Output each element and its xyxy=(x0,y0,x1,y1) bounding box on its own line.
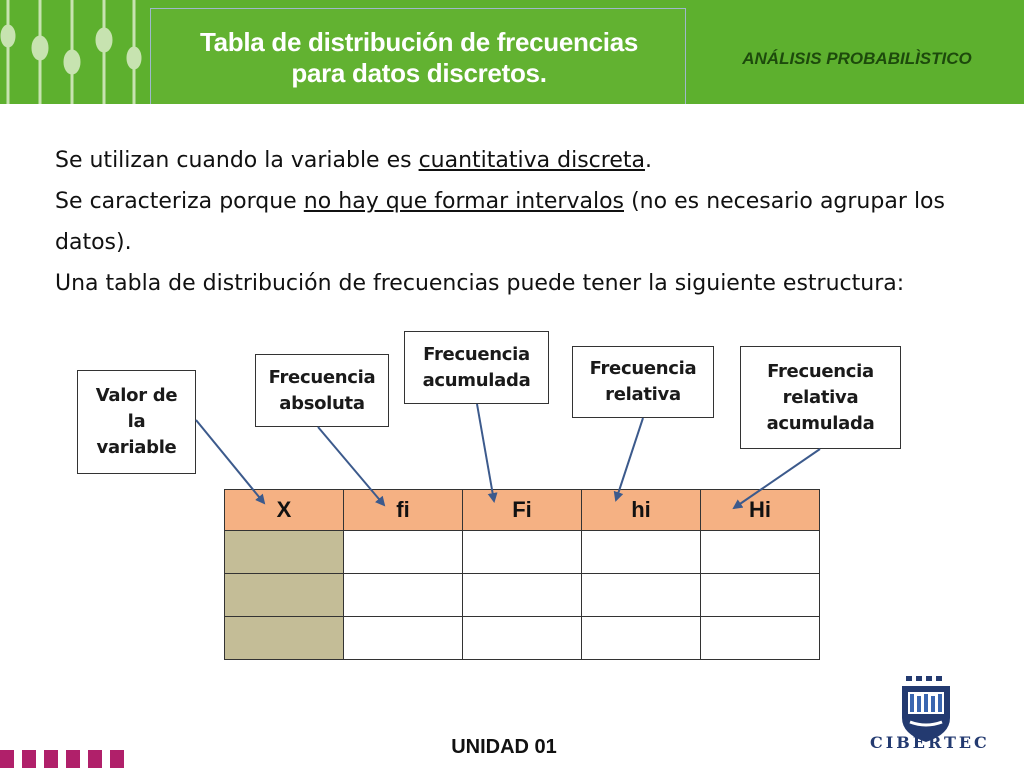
table-cell xyxy=(701,574,820,617)
callout-text: Frecuencia xyxy=(268,366,376,388)
slide-title-line1: Tabla de distribución de frecuencias xyxy=(199,27,639,57)
arrow-relativa xyxy=(616,418,643,500)
arrow-acumulada xyxy=(477,404,494,501)
header-fi: fi xyxy=(344,490,463,531)
p2-underlined: no hay que formar intervalos xyxy=(303,189,624,214)
table-cell-x xyxy=(225,531,344,574)
table-cell-x xyxy=(225,574,344,617)
table-cell xyxy=(344,531,463,574)
callout-text: variable xyxy=(96,437,177,458)
title-box xyxy=(150,8,686,104)
table-row xyxy=(225,531,820,574)
table-cell xyxy=(582,617,701,660)
logo-text: CIBERTEC xyxy=(870,733,990,752)
header-x: X xyxy=(225,490,344,531)
table-cell-x xyxy=(225,617,344,660)
p1-text: Se utilizan cuando la variable es xyxy=(55,148,419,173)
paragraph-3: Una tabla de distribución de frecuencias puede tener la siguiente estructura: xyxy=(55,271,905,296)
table-row xyxy=(225,617,820,660)
callout-valor-variable xyxy=(77,370,196,474)
table-cell xyxy=(582,574,701,617)
callout-frecuencia-acumulada xyxy=(404,331,549,404)
callout-text: relativa xyxy=(782,386,859,408)
table-cell xyxy=(344,617,463,660)
paragraph-2 xyxy=(55,181,945,263)
callout-text: Frecuencia xyxy=(589,358,697,379)
callout-text: acumulada xyxy=(422,369,531,391)
table-row xyxy=(225,574,820,617)
table-cell xyxy=(701,531,820,574)
table-cell xyxy=(344,574,463,617)
table-cell xyxy=(582,531,701,574)
callout-text: Frecuencia xyxy=(767,360,874,382)
table-cell xyxy=(463,574,582,617)
table-cell xyxy=(701,617,820,660)
slide-title xyxy=(151,27,687,89)
paragraph-1 xyxy=(55,140,945,181)
callout-text: acumulada xyxy=(766,412,875,434)
callout-frecuencia-absoluta xyxy=(255,354,389,427)
callout-text: Frecuencia xyxy=(423,343,530,365)
callout-text: relativa xyxy=(605,384,681,405)
callout-text: la xyxy=(127,411,146,432)
table-cell xyxy=(463,531,582,574)
p1-period: . xyxy=(644,148,652,173)
frequency-table xyxy=(224,489,820,660)
header-decoration xyxy=(0,0,150,104)
callout-text: Valor de xyxy=(95,385,178,406)
p2-text: Se caracteriza porque xyxy=(55,189,304,214)
table-header-row xyxy=(225,490,820,531)
p1-underlined: cuantitativa discreta xyxy=(418,148,645,173)
table-cell xyxy=(463,617,582,660)
header-hi: hi xyxy=(582,490,701,531)
footer-decoration xyxy=(0,750,130,768)
footer-unit: UNIDAD 01 xyxy=(451,736,557,758)
callout-frecuencia-relativa-acumulada xyxy=(740,346,901,449)
body-text xyxy=(55,140,945,304)
callout-frecuencia-relativa xyxy=(572,346,714,418)
slide-title-line2: para datos discretos. xyxy=(291,58,547,88)
header-Hi: Hi xyxy=(701,490,820,531)
header-bar xyxy=(0,0,1024,104)
p2-text-end: (no es necesario agrupar los datos). xyxy=(55,189,945,255)
section-label: ANÁLISIS PROBABILÌSTICO xyxy=(742,49,972,68)
callout-text: absoluta xyxy=(279,392,365,414)
header-Fi: Fi xyxy=(463,490,582,531)
